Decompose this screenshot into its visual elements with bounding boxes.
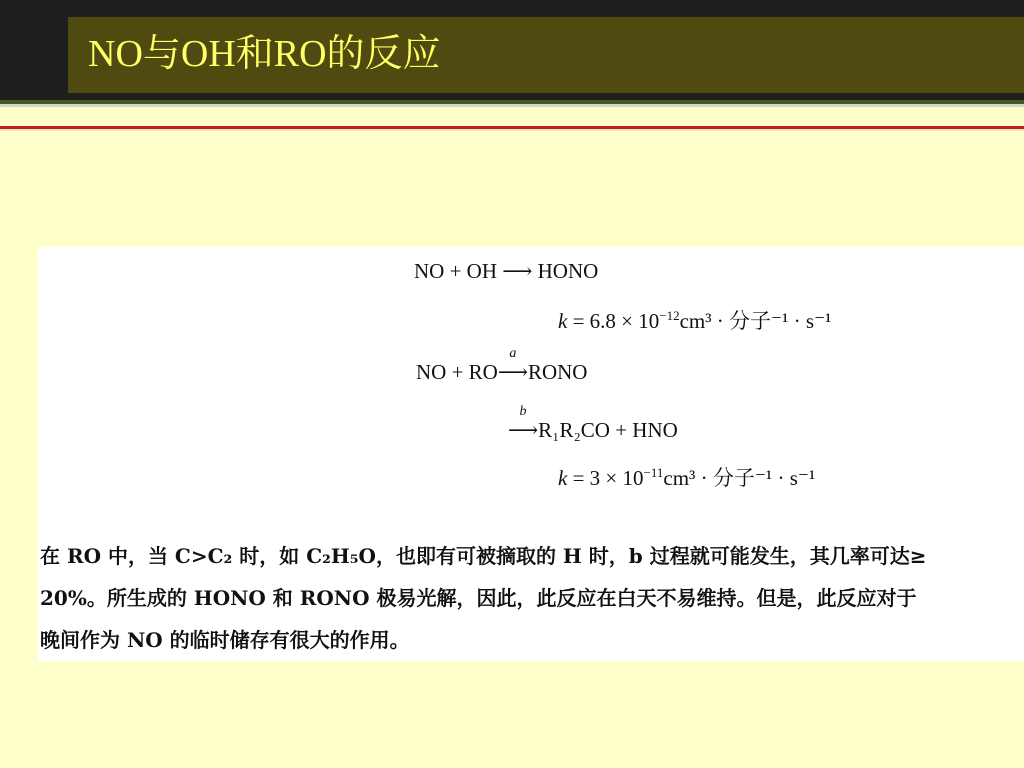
- equation-no-ro-left: NO + RO: [416, 360, 498, 384]
- rate-constant-1-unit: cm³ · 分子⁻¹ · s⁻¹: [679, 309, 832, 333]
- reaction-arrow-a: [497, 346, 528, 385]
- paragraph-line-2: 20%。所生成的 HONO 和 RONO 极易光解，因此，此反应在白天不易维持。但是，此反应对于: [40, 586, 917, 610]
- equation-no-ro-b: [508, 404, 678, 443]
- equation-no-ro-right: RONO: [527, 360, 588, 384]
- rate-constant-2-value: = 3 × 10: [567, 466, 644, 490]
- rate-constant-1: [558, 303, 831, 334]
- header-divider-grey: [0, 104, 1024, 107]
- equation-no-ro-a: [416, 346, 588, 385]
- rate-constant-2-unit: cm³ · 分子⁻¹ · s⁻¹: [663, 466, 816, 490]
- rate-constant-1-symbol: k: [558, 309, 568, 333]
- rate-constant-2: [558, 460, 815, 491]
- reaction-figure: [38, 247, 1024, 661]
- rate-constant-1-value: = 6.8 × 10: [567, 309, 660, 333]
- slide-title: NO与OH和RO的反应: [88, 33, 441, 75]
- equation-no-ro-b-right: R₁R₂CO + HNO: [538, 418, 678, 442]
- pathway-label-b: b: [519, 404, 527, 419]
- reaction-arrow-b: [508, 404, 539, 443]
- equation-no-oh-text: NO + OH ⟶ HONO: [414, 259, 599, 283]
- explanation-paragraph: [40, 535, 1018, 661]
- pathway-label-a: a: [509, 346, 517, 361]
- equation-no-oh: [414, 258, 598, 284]
- rate-constant-2-symbol: k: [558, 466, 568, 490]
- reaction-arrow-a-glyph: ⟶: [497, 360, 528, 384]
- rate-constant-2-exponent: −11: [643, 465, 664, 480]
- paragraph-line-1: 在 RO 中，当 C>C₂ 时，如 C₂H₅O，也即有可被摘取的 H 时，b 过程就可能发生，其几率可达≥: [40, 544, 927, 568]
- header-divider-pale: [0, 129, 1024, 131]
- paragraph-line-3: 晚间作为 NO 的临时储存有很大的作用。: [40, 628, 410, 652]
- rate-constant-1-exponent: −12: [659, 308, 680, 323]
- title-bar: [68, 17, 1024, 93]
- reaction-arrow-b-glyph: ⟶: [508, 418, 539, 442]
